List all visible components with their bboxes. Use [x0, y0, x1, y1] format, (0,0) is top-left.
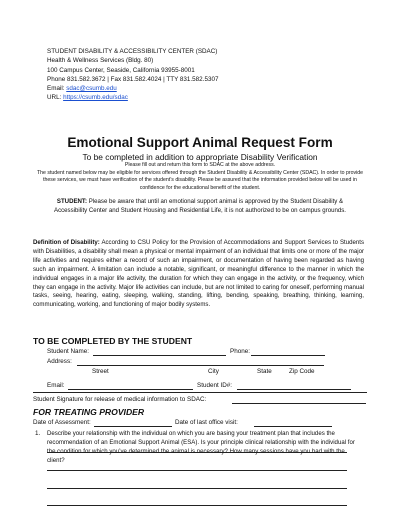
org-name: STUDENT DISABILITY & ACCESSIBILITY CENTER (SDAC): [47, 48, 218, 55]
letterhead: [47, 47, 218, 103]
city-label: City: [208, 368, 219, 375]
signature-field[interactable]: [232, 395, 366, 404]
date-assessment-label: Date of Assessment:: [33, 419, 91, 426]
url-line: [47, 93, 218, 102]
email-link[interactable]: sdac@csumb.edu: [66, 85, 117, 93]
state-label: State: [257, 368, 272, 375]
form-title: Emotional Support Animal Request Form: [67, 135, 333, 150]
building: Health & Wellness Services (Bldg. 80): [47, 57, 154, 65]
phone-line: Phone 831.582.3672 | Fax 831.582.4024 | TTY 831.582.5307: [47, 75, 219, 83]
student-section-heading: TO BE COMPLETED BY THE STUDENT: [33, 336, 193, 346]
email-label: Email:: [47, 85, 67, 93]
student-id-field[interactable]: [237, 381, 351, 390]
street-label: Street: [92, 368, 109, 375]
address-label: Address:: [47, 358, 72, 365]
student-notice: [40, 197, 360, 215]
student-id-label: Student ID#:: [197, 382, 233, 389]
url-label: URL:: [47, 94, 64, 102]
divider-line: [33, 392, 367, 393]
email-line: [47, 84, 218, 93]
student-name-field[interactable]: [93, 347, 226, 356]
address-field[interactable]: [77, 357, 324, 366]
student-name-label: Student Name:: [47, 348, 90, 355]
url-link[interactable]: https://csumb.edu/sdac: [63, 94, 128, 102]
email-field[interactable]: [68, 381, 193, 390]
street-address: 100 Campus Center, Seaside, California 93955-8001: [47, 66, 195, 74]
eligibility-note: The student named below may be eligible for services offered through the Student Disability & Accessibility Center (SDAC). In order to provide these services, we must have verification of the student’s disability. Please be assured that the information provided below will be used in confidence for the educational benefit of the student.: [36, 169, 363, 191]
date-assessment-field[interactable]: [94, 418, 172, 427]
answer-line-2[interactable]: [47, 470, 347, 471]
definition-of-disability: [33, 239, 364, 310]
notice-text: Please be aware that until an emotional support animal is approved by the Student Disability & Accessibility Center and Student Housing and Residential Life, it is not authorized to be on campus grounds.: [54, 198, 346, 215]
instructions-block: [30, 162, 370, 192]
q1-number: 1.: [35, 430, 41, 437]
answer-line-4[interactable]: [47, 505, 347, 506]
email-field-label: Email:: [47, 382, 65, 389]
phone-field[interactable]: [251, 347, 325, 356]
phone-label: Phone:: [230, 348, 250, 355]
answer-line-1[interactable]: [47, 452, 347, 453]
definition-text: According to CSU Policy for the Provision of Accommodations and Support Services to Students with Disabilities, a disability shall mean a physical or mental impairment of an individual that limits one or more of the major life activities and requires either a record of such an impairment, or documentation of having been regarded as having such an impairment. A limitation can include a notable, significant, or meaningful difference to the manner in which the individual engages in a major life activity, the duration for which they can engage in the activity, or the frequency, which they can engage in the activity. Major life activities can include, but are not limited to caring for oneself, performing manual tasks, seeing, hearing, eating, sleeping, walking, standing, lifting, bending, speaking, breathing, thinking, learning, communicating, working, and functioning of major bodily systems.: [33, 239, 365, 309]
instructions: Please fill out and return this form to SDAC at the above address.: [124, 162, 276, 168]
form-subtitle: To be completed in addition to appropriate Disability Verification: [82, 152, 318, 162]
provider-section-heading: FOR TREATING PROVIDER: [33, 407, 145, 417]
definition-label: Definition of Disability:: [33, 239, 100, 246]
notice-label: STUDENT:: [56, 198, 88, 205]
date-last-visit-field[interactable]: [254, 418, 332, 427]
zip-label: Zip Code: [289, 368, 315, 375]
q1-text: Describe your relationship with the individual on which you are basing your treatment plan that includes the recommendation of an Emotional Support Animal (ESA). Is your principle clinical relationship with the individual for the condition for which you’ve determined the animal is necessary? How many sessions have you had with the client?: [47, 430, 355, 464]
signature-label: Student Signature for release of medical information to SDAC:: [33, 396, 207, 403]
date-last-visit-label: Date of last office visit:: [175, 419, 238, 426]
answer-line-3[interactable]: [47, 488, 347, 489]
